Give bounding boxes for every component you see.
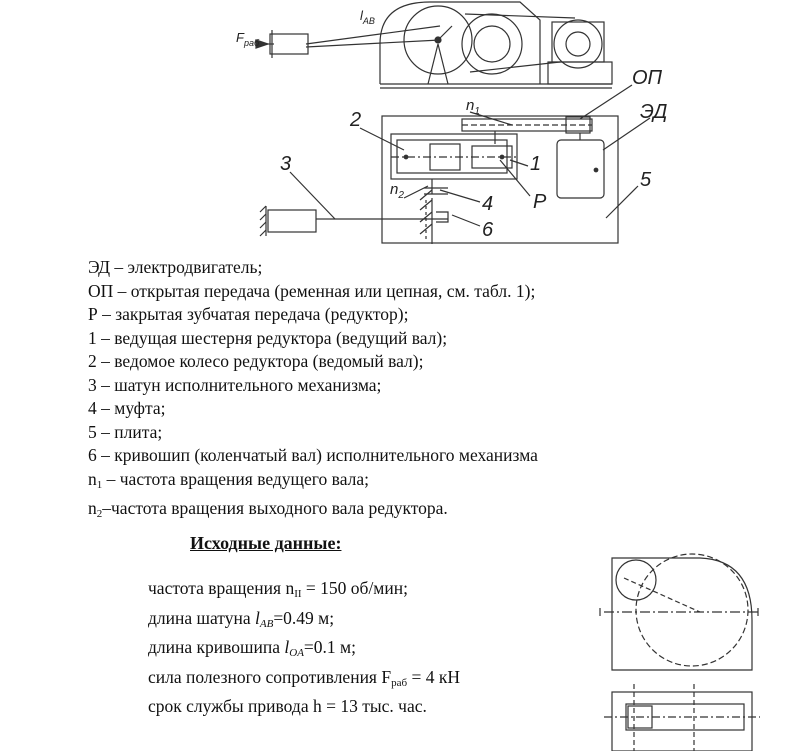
label-2: 2 [350,109,362,131]
legend-item: 3 – шатун исполнительного механизма; [88,374,382,395]
label-p: P [533,191,547,213]
legend-item: Р – закрытая зубчатая передача (редуктор); [88,304,409,324]
reducer-sketch [600,554,760,751]
label-op: ОП [632,67,663,89]
legend-item: 2 – ведомое колесо редуктора (ведомый вал); [88,351,424,371]
label-l-ab: $l_{AB}$ [360,8,375,26]
label-n2: $n_2$ [390,181,404,201]
param-rod-length: длина шатуна $l_{AB}=0.49$ м; [148,607,335,630]
label-4: 4 [482,193,494,215]
param-resistance-force: сила полезного сопротивления $F_{раб} = 4$ кН [148,666,460,689]
label-5: 5 [640,169,652,191]
legend-item: 4 – муфта; [88,398,166,418]
param-rotation-speed: частота вращения $n_{II} = 150$ об/мин; [148,578,408,600]
label-6: 6 [482,219,494,241]
param-crank-length: длина кривошипа $l_{OA}=0.1$ м; [148,637,356,659]
side-view-drive [256,2,612,88]
label-f-rab: $F_{раб}$ [236,30,260,48]
legend-item: 5 – плита; [88,421,163,442]
legend-item: ЭД – электродвигатель; [88,257,263,277]
legend-item: ОП – открытая передача (ременная или цепная, см. табл. 1); [88,280,536,301]
input-parameters [148,577,460,719]
label-n1: $n_1$ [466,97,480,117]
label-1: 1 [530,153,542,175]
param-service-life: срок службы привода h = 13 тыс. час. [148,696,427,716]
legend [88,256,538,527]
label-3: 3 [280,153,292,175]
legend-item: 1 – ведущая шестерня редуктора (ведущий вал); [88,327,448,348]
legend-item: 6 – кривошип (коленчатый вал) исполнительного механизма [88,445,538,465]
section-heading: Исходные данные: [190,533,342,553]
legend-item: $n_1$ – частота вращения ведущего вала; [88,468,369,491]
legend-item: $n_2$–частота вращения выходного вала редуктора. [88,498,448,520]
label-ed: ЭД [640,101,668,123]
plan-view-drive [260,85,650,244]
